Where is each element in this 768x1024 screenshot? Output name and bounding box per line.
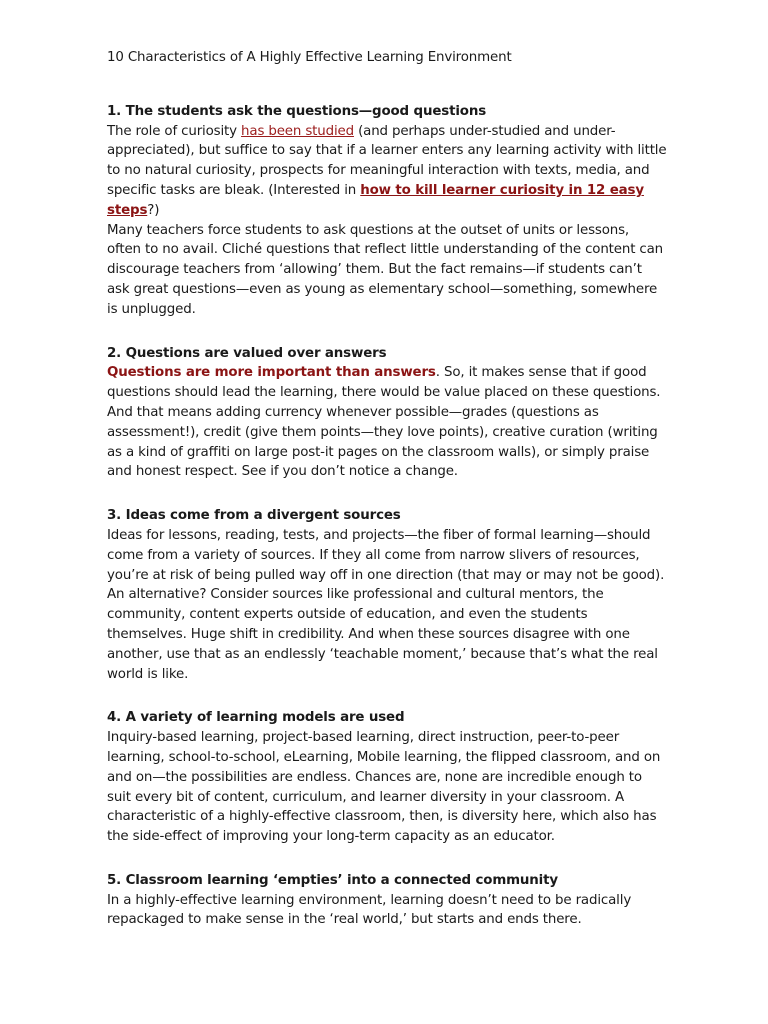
emphasized-text: Questions are more important than answers: [107, 365, 436, 381]
document-title: 10 Characteristics of A Highly Effective Learning Environment: [107, 50, 512, 65]
section-paragraph: Ideas for lessons, reading, tests, and projects—the fiber of formal learning—should come from a variety of sources. If they all come from narrow slivers of resources, you’re at risk of being pulled way off in one direction (that may or may not be good). An alternative? Consider sources like professional and cultural mentors, the community, content experts outside of education, and even the students themselves. Huge shift in credibility. And when these sources disagree with one another, use that as an endlessly ‘teachable moment,’ because that’s what the real world is like.: [107, 527, 665, 682]
section-2: [107, 344, 667, 483]
section-paragraph: [107, 122, 667, 221]
section-5: [107, 871, 667, 930]
section-heading: 1. The students ask the questions—good questions: [107, 103, 487, 119]
section-paragraph: In a highly-effective learning environment, learning doesn’t need to be radically repackaged to make sense in the ‘real world,’ but starts and ends there.: [107, 892, 632, 928]
section-heading: 5. Classroom learning ‘empties’ into a connected community: [107, 872, 558, 888]
paragraph-text: (and perhaps under-studied and under-appreciated), but suffice to say that if a learner enters any learning activity with little to no natural curiosity, prospects for meaningful interaction with texts, media, and specific tasks are bleak. (Interested in: [107, 123, 667, 198]
paragraph-text: . So, it makes sense that if good questions should lead the learning, there would be value placed on these questions. And that means adding currency whenever possible—grades (questions as assessment!), credit (give them points—they love points), creative curation (writing as a kind of graffiti on large post-it pages on the classroom walls), or simply praise and honest respect. See if you don’t notice a change.: [107, 365, 661, 480]
kill-curiosity-link[interactable]: how to kill learner curiosity in 12 easy steps: [107, 182, 644, 218]
section-1: [107, 102, 667, 320]
section-heading: 3. Ideas come from a divergent sources: [107, 508, 401, 524]
section-3: [107, 506, 667, 684]
section-paragraph: [107, 363, 667, 482]
document-body: [107, 48, 667, 954]
section-heading: 4. A variety of learning models are used: [107, 710, 405, 726]
section-heading: 2. Questions are valued over answers: [107, 345, 387, 361]
section-4: [107, 708, 667, 847]
has-been-studied-link[interactable]: has been studied: [241, 123, 354, 139]
section-paragraph: Inquiry-based learning, project-based learning, direct instruction, peer-to-peer learning, school-to-school, eLearning, Mobile learning, the flipped classroom, and on and on—the possibilities are endless. Chances are, none are incredible enough to suit every bit of content, curriculum, and learner diversity in your classroom. A characteristic of a highly-effective classroom, then, is diversity here, which also has the side-effect of improving your long-term capacity as an educator.: [107, 730, 661, 845]
section-paragraph: Many teachers force students to ask questions at the outset of units or lessons, often to no avail. Cliché questions that reflect little understanding of the content can discourage teachers from ‘allowing’ them. But the fact remains—if students can’t ask great questions—even as young as elementary school—something, somewhere is unplugged.: [107, 222, 664, 317]
paragraph-text: ?): [147, 202, 160, 218]
paragraph-text: The role of curiosity: [107, 123, 242, 139]
